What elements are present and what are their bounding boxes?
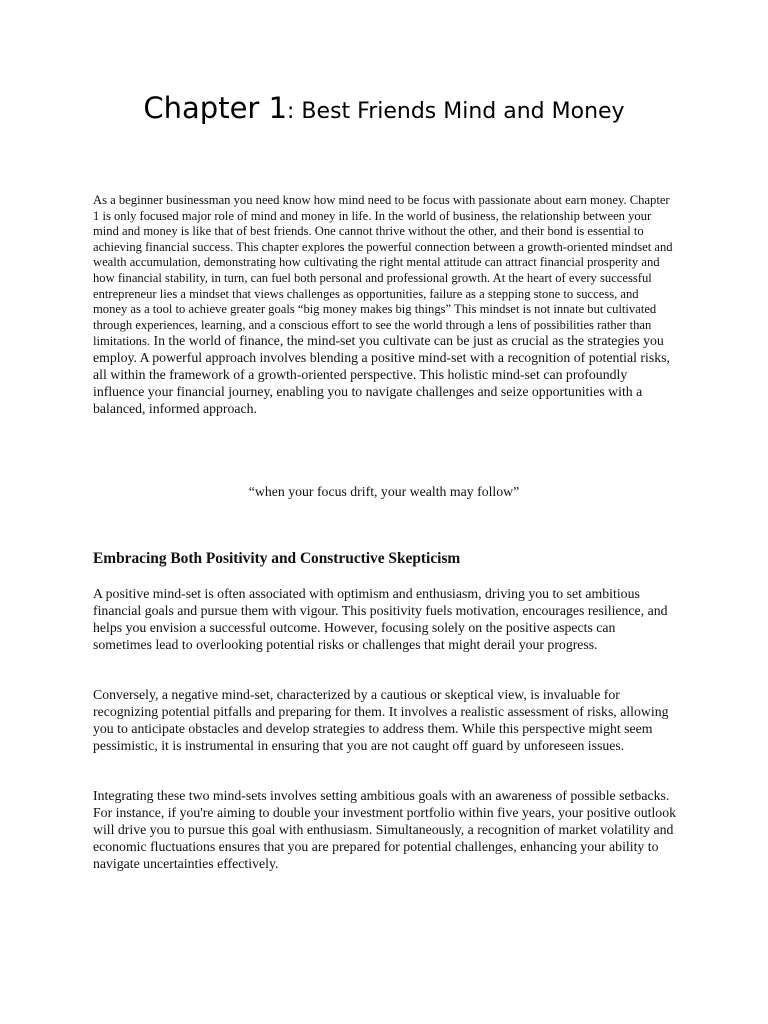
body-paragraph-positive: A positive mind-set is often associated with optimism and enthusiasm, driving you to set ambitious financial goals and pursue them with vigour. This positivity fuels motivation, encourages resilience, and helps you envision a successful outcome. However, focusing solely on the positive aspects can sometimes lead to overlooking potential risks or challenges that might derail your progress. (93, 586, 668, 652)
chapter-title-number: Chapter 1 (143, 91, 288, 125)
chapter-title (0, 88, 768, 126)
pull-quote: “when your focus drift, your wealth may follow” (248, 484, 520, 499)
body-paragraph-integrating: Integrating these two mind-sets involves setting ambitious goals with an awareness of possible setbacks. For instance, if you're aiming to double your investment portfolio within five years, your positive outlook will drive you to pursue this goal with enthusiasm. Simultaneously, a recognition of market volatility and economic fluctuations ensures that you are prepared for potential challenges, enhancing your ability to navigate uncertainties effectively. (93, 788, 677, 871)
body-paragraph-negative: Conversely, a negative mind-set, characterized by a cautious or skeptical view, is invaluable for recognizing potential pitfalls and preparing for them. It involves a realistic assessment of risks, allowing you to anticipate obstacles and develop strategies to address them. While this perspective might seem pessimistic, it is instrumental in ensuring that you are not caught off guard by unforeseen issues. (93, 687, 669, 753)
chapter-title-text: : Best Friends Mind and Money (287, 99, 625, 124)
intro-paragraph (93, 193, 675, 417)
section-heading: Embracing Both Positivity and Constructive Skepticism (93, 550, 461, 567)
intro-text-small: As a beginner businessman you need know how mind need to be focus with passionate about earn money. Chapter 1 is only focused major role of mind and money in life. In the world of business, the relationship between your mind and money is like that of best friends. One cannot thrive without the other, and their bond is essential to achieving financial success. This chapter explores the powerful connection between a growth-oriented mindset and wealth accumulation, demonstrating how cultivating the right mental attitude can attract financial prosperity and how financial stability, in turn, can fuel both personal and professional growth. At the heart of every successful entrepreneur lies a mindset that views challenges as opportunities, failure as a stepping stone to success, and money as a tool to achieve greater goals “big money makes big things” This mindset is not innate but cultivated through experiences, learning, and a conscious effort to see the world through a lens of possibilities rather than limitations. (93, 193, 673, 349)
intro-text-large: In the world of finance, the mind-set you cultivate can be just as crucial as the strategies you employ. A powerful approach involves blending a positive mind-set with a recognition of potential risks, all within the framework of a growth-oriented perspective. This holistic mind-set can profoundly influence your financial journey, enabling you to navigate challenges and seize opportunities with a balanced, informed approach. (93, 333, 670, 416)
